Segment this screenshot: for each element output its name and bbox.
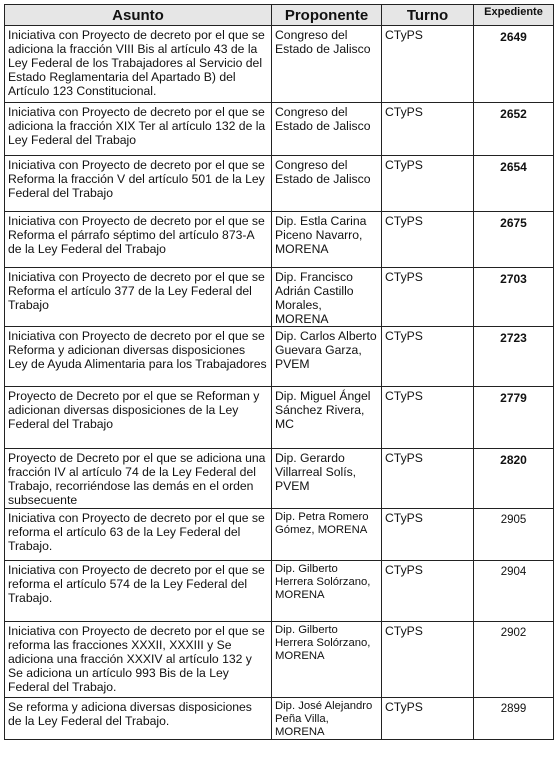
cell-proponente: Congreso del Estado de Jalisco — [272, 103, 382, 156]
table-row — [5, 156, 554, 212]
cell-turno: CTyPS — [382, 156, 474, 212]
header-expediente: Expediente — [474, 5, 554, 26]
cell-turno: CTyPS — [382, 698, 474, 740]
table-row — [5, 622, 554, 698]
cell-asunto: Iniciativa con Proyecto de decreto por el que se Reforma el párrafo séptimo del artículo 873-A de la Ley Federal del Trabajo — [5, 212, 272, 268]
header-turno: Turno — [382, 5, 474, 26]
cell-asunto: Iniciativa con Proyecto de decreto por el que se Reforma el artículo 377 de la Ley Federal del Trabajo — [5, 268, 272, 327]
cell-asunto: Proyecto de Decreto por el que se Reforman y adicionan diversas disposiciones de la Ley Federal del Trabajo — [5, 387, 272, 449]
table-row — [5, 509, 554, 561]
cell-asunto: Iniciativa con Proyecto de decreto por el que se reforma las fracciones XXXII, XXXIII y Se adiciona una fracción XXXIV al artículo 132 y Se adiciona un artículo 993 Bis de la Ley Federal del Trabajo. — [5, 622, 272, 698]
cell-asunto: Iniciativa con Proyecto de decreto por el que se Reforma y adicionan diversas disposiciones Ley de Ayuda Alimentaria para los Trabajadores — [5, 327, 272, 387]
cell-expediente: 2654 — [474, 156, 554, 212]
cell-asunto: Iniciativa con Proyecto de decreto por el que se Reforma la fracción V del artículo 501 de la Ley Federal del Trabajo — [5, 156, 272, 212]
cell-turno: CTyPS — [382, 509, 474, 561]
cell-expediente: 2899 — [474, 698, 554, 740]
header-asunto: Asunto — [5, 5, 272, 26]
cell-expediente: 2652 — [474, 103, 554, 156]
cell-proponente: Dip. Gerardo Villarreal Solís, PVEM — [272, 449, 382, 509]
table-row — [5, 698, 554, 740]
header-proponente: Proponente — [272, 5, 382, 26]
cell-proponente: Dip. Francisco Adrián Castillo Morales, MORENA — [272, 268, 382, 327]
table-row — [5, 327, 554, 387]
cell-turno: CTyPS — [382, 327, 474, 387]
cell-asunto: Iniciativa con Proyecto de decreto por el que se reforma el artículo 574 de la Ley Federal del Trabajo. — [5, 561, 272, 622]
cell-proponente: Congreso del Estado de Jalisco — [272, 156, 382, 212]
cell-turno: CTyPS — [382, 212, 474, 268]
cell-expediente: 2675 — [474, 212, 554, 268]
cell-proponente: Congreso del Estado de Jalisco — [272, 26, 382, 103]
cell-expediente: 2820 — [474, 449, 554, 509]
cell-expediente: 2703 — [474, 268, 554, 327]
cell-turno: CTyPS — [382, 103, 474, 156]
table-row — [5, 561, 554, 622]
cell-expediente: 2902 — [474, 622, 554, 698]
cell-proponente: Dip. Miguel Ángel Sánchez Rivera, MC — [272, 387, 382, 449]
cell-turno: CTyPS — [382, 268, 474, 327]
cell-proponente: Dip. Carlos Alberto Guevara Garza, PVEM — [272, 327, 382, 387]
table-row — [5, 387, 554, 449]
table-row — [5, 103, 554, 156]
cell-expediente: 2904 — [474, 561, 554, 622]
cell-asunto: Se reforma y adiciona diversas disposiciones de la Ley Federal del Trabajo. — [5, 698, 272, 740]
table-header-row — [5, 5, 554, 26]
cell-asunto: Iniciativa con Proyecto de decreto por el que se adiciona la fracción XIX Ter al artículo 132 de la Ley Federal del Trabajo — [5, 103, 272, 156]
cell-turno: CTyPS — [382, 387, 474, 449]
document-page — [4, 4, 553, 740]
cell-expediente: 2905 — [474, 509, 554, 561]
cell-expediente: 2649 — [474, 26, 554, 103]
cell-turno: CTyPS — [382, 622, 474, 698]
cell-asunto: Iniciativa con Proyecto de decreto por el que se reforma el artículo 63 de la Ley Federal del Trabajo. — [5, 509, 272, 561]
cell-proponente: Dip. Gilberto Herrera Solórzano, MORENA — [272, 622, 382, 698]
cell-proponente: Dip. Petra Romero Gómez, MORENA — [272, 509, 382, 561]
cell-proponente: Dip. Estla Carina Piceno Navarro, MORENA — [272, 212, 382, 268]
initiatives-table — [4, 4, 554, 740]
cell-turno: CTyPS — [382, 561, 474, 622]
cell-expediente: 2723 — [474, 327, 554, 387]
cell-asunto: Proyecto de Decreto por el que se adiciona una fracción IV al artículo 74 de la Ley Federal del Trabajo, recorriéndose las demás en el orden subsecuente — [5, 449, 272, 509]
cell-proponente: Dip. José Alejandro Peña Villa, MORENA — [272, 698, 382, 740]
cell-turno: CTyPS — [382, 26, 474, 103]
table-row — [5, 268, 554, 327]
cell-turno: CTyPS — [382, 449, 474, 509]
table-row — [5, 26, 554, 103]
cell-proponente: Dip. Gilberto Herrera Solórzano, MORENA — [272, 561, 382, 622]
table-row — [5, 212, 554, 268]
cell-expediente: 2779 — [474, 387, 554, 449]
cell-asunto: Iniciativa con Proyecto de decreto por el que se adiciona la fracción VIII Bis al artículo 43 de la Ley Federal de los Trabajadores al Servicio del Estado Reglamentaria del Apartado B) del Artículo 123 Constitucional. — [5, 26, 272, 103]
table-row — [5, 449, 554, 509]
